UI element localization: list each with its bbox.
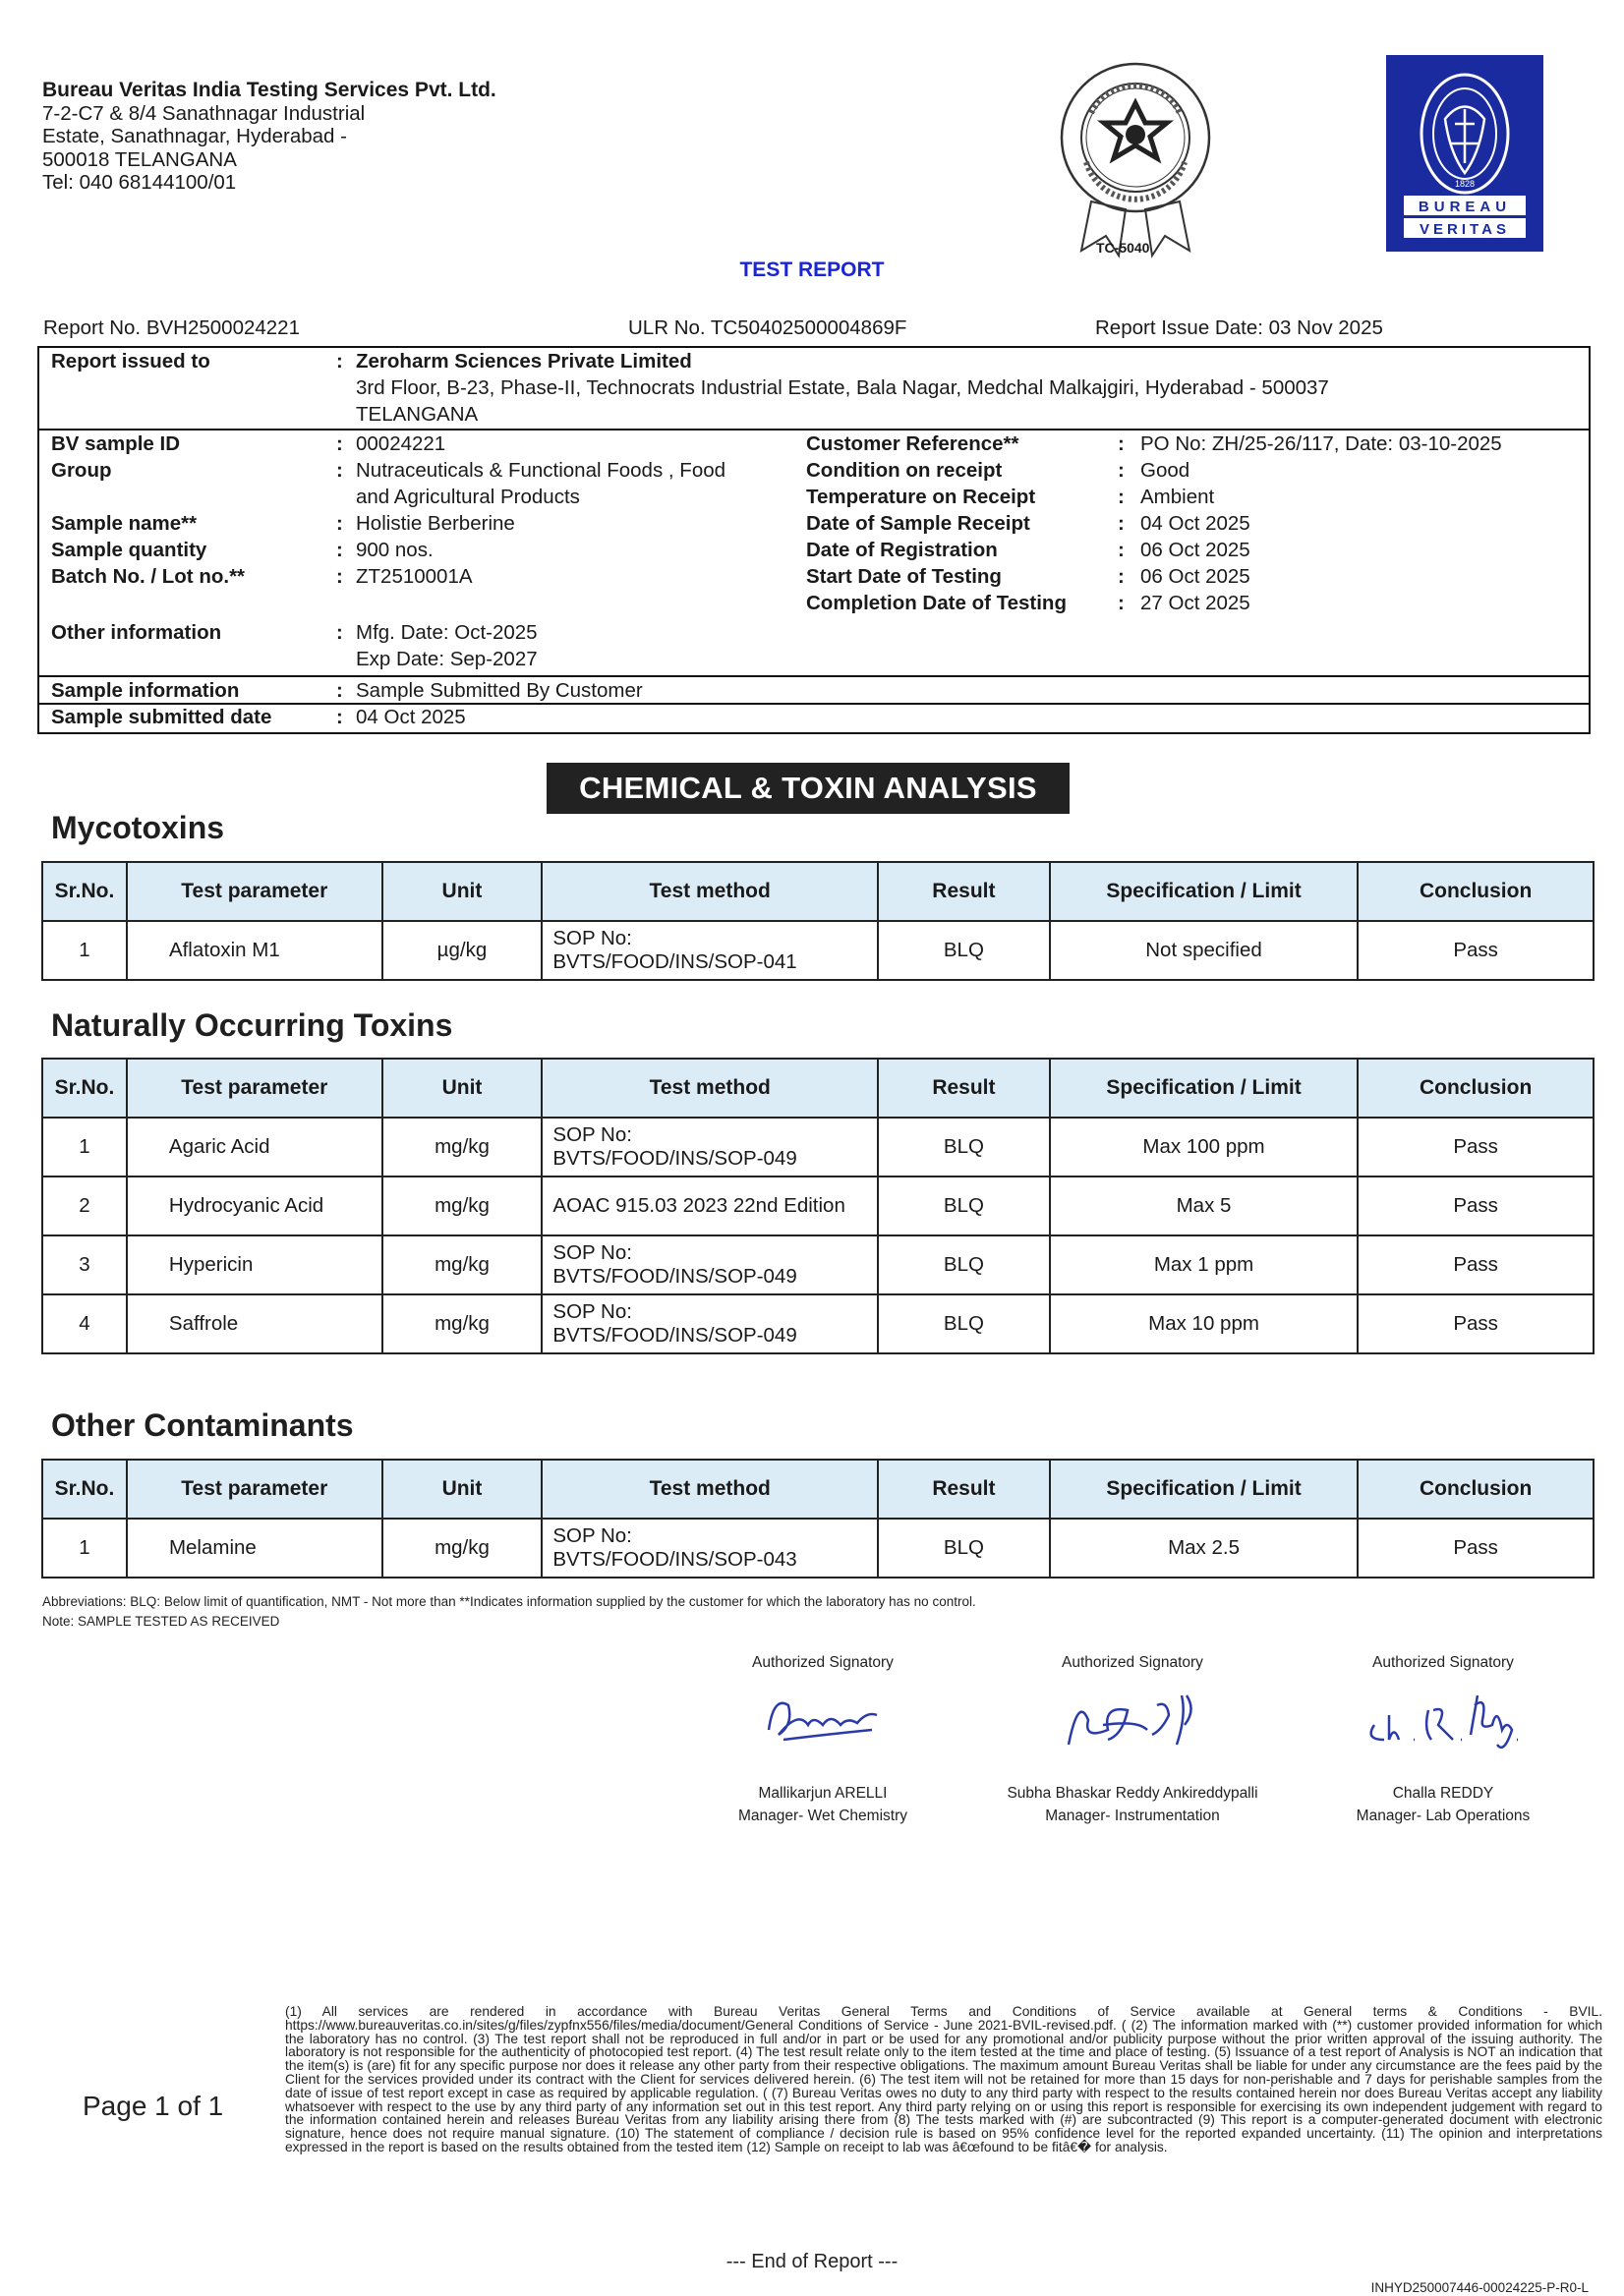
test-method-line: BVTS/FOOD/INS/SOP-049 — [552, 1147, 797, 1170]
test-method — [542, 1118, 878, 1177]
result: BLQ — [878, 1177, 1050, 1235]
field-label: Temperature on Receipt — [806, 486, 1036, 508]
test-method — [542, 1177, 878, 1235]
note-text: Note: SAMPLE TESTED AS RECEIVED — [42, 1614, 280, 1629]
customer-name: Zeroharm Sciences Private Limited — [356, 350, 692, 373]
bureau-veritas-logo — [1386, 55, 1543, 252]
colon: : — [336, 706, 343, 728]
lab-address-line: 500018 TELANGANA — [42, 147, 237, 171]
sr-no: 3 — [42, 1235, 127, 1294]
signature-image — [666, 1674, 980, 1782]
colon: : — [336, 679, 343, 702]
table-header-row — [42, 1460, 1594, 1519]
column-header: Test method — [542, 1460, 878, 1519]
field-label: Date of Registration — [806, 539, 998, 561]
field-label: Sample information — [51, 679, 240, 702]
specification: Not specified — [1050, 921, 1359, 980]
abbreviations-note — [42, 1592, 976, 1632]
column-header: Result — [878, 1460, 1050, 1519]
table-row — [42, 1519, 1594, 1578]
table-row — [42, 921, 1594, 980]
field-value: and Agricultural Products — [356, 486, 580, 508]
signatory-title: Manager- Lab Operations — [1356, 1808, 1531, 1824]
test-method-line: BVTS/FOOD/INS/SOP-041 — [552, 950, 797, 973]
signatory-block — [666, 1651, 980, 1827]
column-header: Test parameter — [127, 862, 382, 921]
customer-state: TELANGANA — [356, 403, 479, 426]
field-value: 900 nos. — [356, 539, 434, 561]
signatory-name: Mallikarjun ARELLI — [758, 1785, 888, 1802]
field-label: Sample name** — [51, 512, 198, 535]
signatory-title: Manager- Instrumentation — [1045, 1808, 1220, 1824]
column-header: Test parameter — [127, 1460, 382, 1519]
result: BLQ — [878, 1519, 1050, 1578]
table-row — [42, 1235, 1594, 1294]
section-title: Other Contaminants — [51, 1407, 354, 1443]
field-value: Nutraceuticals & Functional Foods , Food — [356, 459, 726, 482]
field-value: Ambient — [1140, 486, 1215, 508]
colon: : — [1118, 432, 1125, 455]
result: BLQ — [878, 1118, 1050, 1177]
colon: : — [336, 621, 343, 644]
field-label: Start Date of Testing — [806, 565, 1002, 588]
signatory-heading: Authorized Signatory — [1372, 1654, 1514, 1671]
field-value: 04 Oct 2025 — [1140, 512, 1250, 535]
signature-image — [1286, 1674, 1600, 1782]
signatory-heading: Authorized Signatory — [752, 1654, 894, 1671]
colon: : — [1118, 592, 1125, 614]
specification: Max 1 ppm — [1050, 1235, 1359, 1294]
colon: : — [1118, 512, 1125, 535]
field-label: Other information — [51, 621, 222, 644]
sr-no: 1 — [42, 921, 127, 980]
field-value: Good — [1140, 459, 1190, 482]
table-row — [42, 1118, 1594, 1177]
test-method — [542, 1519, 878, 1578]
column-header: Specification / Limit — [1050, 1460, 1359, 1519]
column-header: Sr.No. — [42, 1460, 127, 1519]
column-header: Unit — [382, 862, 543, 921]
test-parameter: Aflatoxin M1 — [127, 921, 382, 980]
column-header: Specification / Limit — [1050, 862, 1359, 921]
colon: : — [336, 459, 343, 482]
specification: Max 5 — [1050, 1177, 1359, 1235]
results-table-toxins — [41, 1058, 1595, 1354]
unit: mg/kg — [382, 1118, 543, 1177]
sr-no: 1 — [42, 1519, 127, 1578]
conclusion: Pass — [1358, 921, 1594, 980]
field-label: BV sample ID — [51, 432, 181, 455]
signatory-block — [1286, 1651, 1600, 1827]
lab-phone: Tel: 040 68144100/01 — [42, 171, 237, 194]
specification: Max 10 ppm — [1050, 1294, 1359, 1353]
column-header: Sr.No. — [42, 862, 127, 921]
sr-no: 1 — [42, 1118, 127, 1177]
field-value: Mfg. Date: Oct-2025 — [356, 621, 538, 644]
lab-address-line: Estate, Sanathnagar, Hyderabad - — [42, 125, 347, 147]
section-title: Mycotoxins — [51, 810, 225, 845]
field-label: Group — [51, 459, 112, 482]
signatory-block — [975, 1651, 1290, 1827]
test-method-line: AOAC 915.03 2023 22nd Edition — [552, 1194, 845, 1217]
field-value: Exp Date: Sep-2027 — [356, 648, 538, 670]
signatory-name: Challa REDDY — [1392, 1785, 1494, 1802]
conclusion: Pass — [1358, 1177, 1594, 1235]
signatory-heading: Authorized Signatory — [1062, 1654, 1203, 1671]
unit: mg/kg — [382, 1235, 543, 1294]
test-method-line: SOP No: — [552, 1300, 632, 1323]
sr-no: 2 — [42, 1177, 127, 1235]
analysis-banner: CHEMICAL & TOXIN ANALYSIS — [547, 763, 1070, 814]
test-method-line: SOP No: — [552, 927, 632, 949]
field-label: Customer Reference** — [806, 432, 1019, 455]
results-table-mycotoxins — [41, 861, 1595, 981]
field-label: Date of Sample Receipt — [806, 512, 1030, 535]
signatory-name: Subha Bhaskar Reddy Ankireddypalli — [1007, 1785, 1258, 1802]
column-header: Conclusion — [1358, 1059, 1594, 1118]
end-of-report: --- End of Report --- — [725, 2251, 899, 2272]
colon: : — [336, 565, 343, 588]
column-header: Test method — [542, 862, 878, 921]
column-header: Test parameter — [127, 1059, 382, 1118]
unit: mg/kg — [382, 1519, 543, 1578]
table-header-row — [42, 1059, 1594, 1118]
field-label: Completion Date of Testing — [806, 592, 1067, 614]
conclusion: Pass — [1358, 1519, 1594, 1578]
field-value: ZT2510001A — [356, 565, 473, 588]
report-issue-date: Report Issue Date: 03 Nov 2025 — [1095, 316, 1383, 339]
field-value: Holistie Berberine — [356, 512, 515, 535]
conclusion: Pass — [1358, 1294, 1594, 1353]
field-value: PO No: ZH/25-26/117, Date: 03-10-2025 — [1140, 432, 1502, 455]
column-header: Result — [878, 862, 1050, 921]
conclusion: Pass — [1358, 1118, 1594, 1177]
unit: µg/kg — [382, 921, 543, 980]
field-value: 06 Oct 2025 — [1140, 565, 1250, 588]
test-parameter: Hydrocyanic Acid — [127, 1177, 382, 1235]
test-method-line: BVTS/FOOD/INS/SOP-049 — [552, 1324, 797, 1347]
field-label: Condition on receipt — [806, 459, 1003, 482]
results-table-contaminants — [41, 1459, 1595, 1578]
abbreviations-text: Abbreviations: BLQ: Below limit of quantification, NMT - Not more than **Indicates information supplied by the customer for which the laboratory has no control. — [42, 1594, 976, 1609]
bv-logo-year: 1828 — [1454, 179, 1476, 189]
issued-to-label: Report issued to — [51, 350, 210, 373]
test-method — [542, 1294, 878, 1353]
specification: Max 100 ppm — [1050, 1118, 1359, 1177]
test-method-line: SOP No: — [552, 1123, 632, 1146]
lab-address-line: 7-2-C7 & 8/4 Sanathnagar Industrial — [42, 101, 366, 125]
specification: Max 2.5 — [1050, 1519, 1359, 1578]
sample-info-box — [37, 346, 1591, 734]
test-method-line: BVTS/FOOD/INS/SOP-043 — [552, 1548, 797, 1571]
result: BLQ — [878, 1235, 1050, 1294]
nabl-certificate-code: TC-5040 — [1096, 240, 1150, 256]
field-value: 06 Oct 2025 — [1140, 539, 1250, 561]
table-row — [42, 1177, 1594, 1235]
colon: : — [336, 432, 343, 455]
column-header: Test method — [542, 1059, 878, 1118]
field-label: Batch No. / Lot no.** — [51, 565, 246, 588]
unit: mg/kg — [382, 1177, 543, 1235]
colon: : — [1118, 486, 1125, 508]
terms-and-conditions: (1) All services are rendered in accordance with Bureau Veritas General Terms and Conditions of Service available at General terms & Conditions - BVIL. https://www.bureauveritas.co.in/sites/g/files/zypfnx556/files/media/document/General Conditions of Service - June 2021-BVIL-revised.pdf. ( (2) The information marked with (**) customer provided information for which the laboratory has no control. (3) The test report shall not be reproduced in full and/or in part or be used for any promotional and/or publicity purpose without the prior written approval of the issuing authority. The laboratory is not responsible for the authenticity of photocopied test report. (4) The test result relate only to the item tested at the time and place of testing. (5) Issuance of a test report of Analysis is NOT an indication that the item(s) is (are) fit for any specific purpose nor does it release any other party from their respective obligations. The maximum amount Bureau Veritas shall be liable for under any circumstance are the fees paid by the Client for the services provided under its contract with the Client for services delivered herein. (6) The test item will not be retained for more than 15 days for non-perishable and 7 days for perishable samples from the date of issue of test report except in case as required by applicable regulation. ( (7) Bureau Veritas owes no duty to any third party with respect to the results contained herein nor does Bureau Veritas accept any liability whatsoever with respect to the use by any third party of any information set out in this test report. Any third party relying on or using this report is responsible for exercising its own independent judgement with regard to the information contained herein and releases Bureau Veritas from any liability arising there from (8) The tests marked with (#) are subcontracted (9) This report is a computer-generated document with electronic signature, hence does not require manual signature. (10) The statement of compliance / decision rule is based on 95% confidence level for the reported expanded uncertainty. (11) The opinion and interpretations expressed in the report is based on the results obtained from the tested item (12) Sample on receipt to lab was â€œfound to be fitâ€� for analysis. — [285, 2004, 1602, 2154]
field-value: 27 Oct 2025 — [1140, 592, 1250, 614]
conclusion: Pass — [1358, 1235, 1594, 1294]
document-code: INHYD250007446-00024225-P-R0-L — [1370, 2280, 1589, 2295]
report-number: Report No. BVH2500024221 — [43, 316, 300, 339]
customer-address: 3rd Floor, B-23, Phase-II, Technocrats Industrial Estate, Bala Nagar, Medchal Malkajgiri, Hyderabad - 500037 — [356, 376, 1329, 399]
column-header: Unit — [382, 1460, 543, 1519]
field-label: Sample submitted date — [51, 706, 272, 728]
test-parameter: Saffrole — [127, 1294, 382, 1353]
colon: : — [336, 539, 343, 561]
column-header: Conclusion — [1358, 1460, 1594, 1519]
sr-no: 4 — [42, 1294, 127, 1353]
column-header: Result — [878, 1059, 1050, 1118]
colon: : — [336, 512, 343, 535]
test-method — [542, 921, 878, 980]
field-label: Sample quantity — [51, 539, 207, 561]
bv-logo-text-top: BUREAU — [1418, 199, 1512, 215]
test-parameter: Hypericin — [127, 1235, 382, 1294]
unit: mg/kg — [382, 1294, 543, 1353]
divider — [39, 675, 1589, 677]
colon: : — [1118, 565, 1125, 588]
signature-image — [975, 1674, 1290, 1782]
bv-logo-text-bottom: VERITAS — [1420, 221, 1510, 238]
test-method — [542, 1235, 878, 1294]
column-header: Conclusion — [1358, 862, 1594, 921]
result: BLQ — [878, 921, 1050, 980]
section-title: Naturally Occurring Toxins — [51, 1007, 453, 1043]
field-value: 00024221 — [356, 432, 446, 455]
colon: : — [1118, 459, 1125, 482]
field-value: Sample Submitted By Customer — [356, 679, 643, 702]
signatory-title: Manager- Wet Chemistry — [738, 1808, 907, 1824]
test-method-line: SOP No: — [552, 1241, 632, 1264]
page-number: Page 1 of 1 — [83, 2091, 224, 2121]
lab-name: Bureau Veritas India Testing Services Pvt. Ltd. — [42, 79, 496, 101]
test-method-line: SOP No: — [552, 1524, 632, 1547]
nabl-accreditation-seal-icon — [1052, 54, 1219, 265]
colon: : — [336, 350, 343, 373]
colon: : — [1118, 539, 1125, 561]
column-header: Specification / Limit — [1050, 1059, 1359, 1118]
field-value: 04 Oct 2025 — [356, 706, 466, 728]
result: BLQ — [878, 1294, 1050, 1353]
test-parameter: Agaric Acid — [127, 1118, 382, 1177]
column-header: Unit — [382, 1059, 543, 1118]
table-header-row — [42, 862, 1594, 921]
test-method-line: BVTS/FOOD/INS/SOP-049 — [552, 1265, 797, 1288]
lab-address-block — [42, 79, 496, 195]
ulr-number: ULR No. TC50402500004869F — [628, 316, 907, 339]
test-parameter: Melamine — [127, 1519, 382, 1578]
column-header: Sr.No. — [42, 1059, 127, 1118]
report-heading: TEST REPORT — [739, 258, 885, 281]
table-row — [42, 1294, 1594, 1353]
